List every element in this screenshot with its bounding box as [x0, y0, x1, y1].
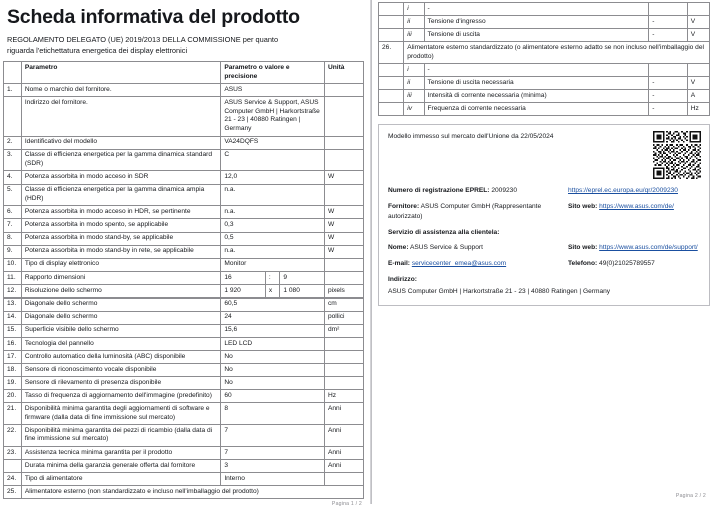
table-header-row: [4, 62, 364, 84]
row-number: 12.: [4, 285, 22, 298]
row-value: n.a.: [221, 206, 325, 219]
row-parameter: Rapporto dimensioni: [21, 272, 221, 285]
row-number: 18.: [4, 364, 22, 377]
row-unit: W: [324, 232, 363, 245]
row-value: n.a.: [221, 245, 325, 258]
row-number: 23.: [4, 446, 22, 459]
row-parameter: Potenza assorbita in modo acceso in HDR, se pertinente: [21, 206, 221, 219]
row-value: 60: [221, 390, 325, 403]
row-number: 4.: [4, 171, 22, 184]
row-parameter: -: [424, 64, 649, 77]
document-page-2: [372, 0, 720, 504]
row-parameter: Potenza assorbita in modo stand-by in rete, se applicabile: [21, 245, 221, 258]
row-value-2: 9: [280, 272, 325, 285]
row-unit: dm²: [324, 324, 363, 337]
service-website-label: Sito web:: [568, 243, 598, 251]
service-website-link[interactable]: https://www.asus.com/de/support/: [599, 243, 698, 251]
row-parameter: Classe di efficienza energetica per la gamma dinamica ampia (HDR): [21, 184, 221, 206]
phone-value: 49(0)21025789557: [599, 259, 655, 267]
row-number: 21.: [4, 403, 22, 425]
row-value: Interno: [221, 473, 325, 486]
row-number: 13.: [4, 298, 22, 311]
table-row: [379, 29, 710, 42]
table-row: [4, 258, 364, 271]
row-unit: [324, 258, 363, 271]
table-row: [4, 460, 364, 473]
name-value: ASUS Service & Support: [409, 243, 483, 251]
row-unit: V: [687, 16, 709, 29]
row-unit: [324, 97, 363, 136]
table-row: [4, 351, 364, 364]
table-body-psu-internal: [379, 3, 710, 42]
row-parameter: Tensione d'ingresso: [424, 16, 649, 29]
table-row: [4, 149, 364, 171]
row-value: No: [221, 364, 325, 377]
row-unit: W: [324, 171, 363, 184]
row-number: 26.: [379, 42, 404, 64]
row-number: [379, 64, 404, 77]
row-unit: [324, 272, 363, 285]
row-unit: [324, 377, 363, 390]
row-number: [379, 90, 404, 103]
row-unit: [324, 351, 363, 364]
table-row: [4, 390, 364, 403]
row-number: [379, 3, 404, 16]
row-unit: W: [324, 206, 363, 219]
row-value-separator: :: [265, 272, 279, 285]
row-number: 19.: [4, 377, 22, 390]
table-row: [4, 136, 364, 149]
row-number: 20.: [4, 390, 22, 403]
row-parameter: -: [424, 3, 649, 16]
product-spec-table-lower: [3, 298, 364, 500]
table-row-span: [379, 42, 710, 64]
row-number: 6.: [4, 206, 22, 219]
row-number: [379, 16, 404, 29]
row-value: ASUS Service & Support, ASUS Computer GmbH | Harkortstraße 21 - 23 | 40880 Ratingen | Germany: [221, 97, 325, 136]
row-parameter: Intensità di corrente necessaria (minima): [424, 90, 649, 103]
row-number: [379, 77, 404, 90]
psu-spec-table: [378, 2, 710, 116]
table-row: [4, 84, 364, 97]
row-unit: [687, 64, 709, 77]
row-value: 0,3: [221, 219, 325, 232]
row-value: ASUS: [221, 84, 325, 97]
table-row: [4, 298, 364, 311]
supplier-value: ASUS Computer GmbH (Rappresentante autorizzato): [388, 203, 542, 221]
qr-code-icon: [653, 131, 701, 179]
row-value: 8: [221, 403, 325, 425]
table-body-span26: [379, 42, 710, 64]
table-row: [379, 77, 710, 90]
header-parameter: Parametro: [21, 62, 221, 84]
row-parameter: Tipo di alimentatore: [21, 473, 221, 486]
row-roman-numeral: iii: [404, 29, 424, 42]
row-value: [649, 64, 687, 77]
header-number: [4, 62, 22, 84]
table-row: [4, 219, 364, 232]
row-value-2: 1 080: [280, 285, 325, 298]
row-number: 16.: [4, 337, 22, 350]
supplier-website-label: Sito web:: [568, 203, 598, 211]
row-value-1: 1 920: [221, 285, 266, 298]
email-link[interactable]: servicecenter_emea@asus.com: [411, 259, 507, 267]
table-header: [4, 62, 364, 84]
table-row: [4, 311, 364, 324]
table-row: [4, 245, 364, 258]
row-span-text: Alimentatore esterno standardizzato (o alimentatore esterno adatto se non incluso nell'imballaggio del prodotto): [404, 42, 710, 64]
row-parameter: Diagonale dello schermo: [21, 311, 221, 324]
row-unit: cm: [324, 298, 363, 311]
table-row: [4, 473, 364, 486]
row-number: 22.: [4, 425, 22, 447]
row-unit: A: [687, 90, 709, 103]
row-parameter: Tensione di uscita necessaria: [424, 77, 649, 90]
row-value: n.a.: [221, 184, 325, 206]
regulation-subtitle: REGOLAMENTO DELEGATO (UE) 2019/2013 DELLA COMMISSIONE per quanto riguarda l'etichettatura energetica dei display elettronici: [7, 35, 279, 55]
supplier-website-link[interactable]: https://www.asus.com/de/: [599, 203, 674, 211]
row-value-separator: x: [265, 285, 279, 298]
row-unit: Anni: [324, 446, 363, 459]
row-value: LED LCD: [221, 337, 325, 350]
row-number: 17.: [4, 351, 22, 364]
row-number: [379, 103, 404, 116]
row-number: [379, 29, 404, 42]
row-value: No: [221, 351, 325, 364]
row-number: 1.: [4, 84, 22, 97]
row-parameter: Potenza assorbita in modo acceso in SDR: [21, 171, 221, 184]
row-value-1: 16: [221, 272, 266, 285]
row-value: C: [221, 149, 325, 171]
row-parameter: Controllo automatico della luminosità (ABC) disponibile: [21, 351, 221, 364]
row-value: 7: [221, 425, 325, 447]
table-row: [379, 3, 710, 16]
row-unit: Anni: [324, 403, 363, 425]
row-value: 12,0: [221, 171, 325, 184]
row-unit: pollici: [324, 311, 363, 324]
row-unit: Hz: [687, 103, 709, 116]
table-body-span25: [4, 486, 364, 499]
phone-label: Telefono:: [568, 259, 598, 267]
row-parameter: Disponibilità minima garantita dei pezzi di ricambio (dalla data di fine immissione sul mercato): [21, 425, 221, 447]
row-number: 25.: [4, 486, 22, 499]
row-parameter: Identificativo del modello: [21, 136, 221, 149]
table-row: [4, 377, 364, 390]
row-value: 24: [221, 311, 325, 324]
row-parameter: Nome o marchio del fornitore.: [21, 84, 221, 97]
row-unit: V: [687, 29, 709, 42]
row-parameter: Potenza assorbita in modo stand-by, se applicabile: [21, 232, 221, 245]
row-unit: [324, 84, 363, 97]
table-row: [4, 446, 364, 459]
product-info-card: [378, 124, 710, 306]
page-title: Scheda informativa del prodotto: [7, 6, 300, 28]
header-unit: Unità: [324, 62, 363, 84]
row-parameter: Assistenza tecnica minima garantita per il prodotto: [21, 446, 221, 459]
row-parameter: Sensore di riconoscimento vocale disponibile: [21, 364, 221, 377]
row-unit: Anni: [324, 460, 363, 473]
supplier-row: [388, 202, 701, 222]
table-row: [379, 16, 710, 29]
eprel-label: Numero di registrazione EPREL:: [388, 187, 490, 195]
table-row: [4, 206, 364, 219]
row-unit: Hz: [324, 390, 363, 403]
row-value: 60,5: [221, 298, 325, 311]
row-roman-numeral: i: [404, 64, 424, 77]
row-roman-numeral: ii: [404, 77, 424, 90]
table-row: [4, 285, 364, 298]
row-value: VA24DQFS: [221, 136, 325, 149]
row-roman-numeral: iii: [404, 90, 424, 103]
market-entry-line: Modello immesso sul mercato dell'Unione da 22/05/2024: [388, 133, 554, 141]
row-unit: [324, 149, 363, 171]
row-unit: [324, 364, 363, 377]
row-parameter: Superficie visibile dello schermo: [21, 324, 221, 337]
table-row: [379, 103, 710, 116]
eprel-value: 2009230: [491, 187, 518, 195]
row-number: [4, 97, 22, 136]
address-label: Indirizzo:: [388, 275, 417, 283]
table-row: [4, 337, 364, 350]
table-row: [4, 171, 364, 184]
table-row: [4, 272, 364, 285]
table-row: [4, 97, 364, 136]
service-name-row: [388, 243, 701, 253]
row-span-text: Alimentatore esterno (non standardizzato e incluso nell'imballaggio del prodotto): [21, 486, 363, 499]
row-number: 15.: [4, 324, 22, 337]
row-unit: [324, 337, 363, 350]
row-value: No: [221, 377, 325, 390]
row-number: 3.: [4, 149, 22, 171]
row-parameter: Diagonale dello schermo: [21, 298, 221, 311]
table-body-upper: [4, 84, 364, 272]
row-parameter: Risoluzione dello schermo: [21, 285, 221, 298]
eprel-link[interactable]: https://eprel.ec.europa.eu/qr/2009230: [568, 187, 678, 195]
table-row: [4, 184, 364, 206]
row-unit: [324, 136, 363, 149]
page-footer-right: Pagina 2 / 2: [675, 493, 706, 499]
row-roman-numeral: iv: [404, 103, 424, 116]
row-parameter: Disponibilità minima garantita degli aggiornamenti di software e firmware (dalla data di fine immissione sul mercato): [21, 403, 221, 425]
contact-row: [388, 259, 701, 269]
supplier-label: Fornitore:: [388, 203, 420, 211]
eprel-registration-row: [388, 186, 701, 196]
row-parameter: Indirizzo del fornitore.: [21, 97, 221, 136]
row-value: -: [649, 77, 687, 90]
row-number: 5.: [4, 184, 22, 206]
row-unit: V: [687, 77, 709, 90]
row-value: -: [649, 29, 687, 42]
row-unit: W: [324, 245, 363, 258]
row-number: 11.: [4, 272, 22, 285]
row-parameter: Classe di efficienza energetica per la gamma dinamica standard (SDR): [21, 149, 221, 171]
row-value: 0,5: [221, 232, 325, 245]
row-number: 10.: [4, 258, 22, 271]
row-unit: [324, 184, 363, 206]
table-row: [4, 403, 364, 425]
row-number: 7.: [4, 219, 22, 232]
row-parameter: Tecnologia del pannello: [21, 337, 221, 350]
product-spec-table-aspect: [3, 271, 364, 298]
row-value: 15,6: [221, 324, 325, 337]
row-number: 14.: [4, 311, 22, 324]
row-value: [649, 3, 687, 16]
table-row: [4, 324, 364, 337]
row-value: -: [649, 103, 687, 116]
table-row: [4, 425, 364, 447]
row-value: 3: [221, 460, 325, 473]
table-body-lower: [4, 298, 364, 486]
row-parameter: Sensore di rilevamento di presenza disponibile: [21, 377, 221, 390]
table-body-aspect: [4, 272, 364, 298]
email-label: E-mail:: [388, 259, 410, 267]
table-row: [379, 64, 710, 77]
product-spec-table: [3, 61, 364, 271]
row-value: 7: [221, 446, 325, 459]
row-parameter: Frequenza di corrente necessaria: [424, 103, 649, 116]
address-value: ASUS Computer GmbH | Harkortstraße 21 - 23 | 40880 Ratingen | Germany: [388, 287, 611, 295]
row-unit: W: [324, 219, 363, 232]
row-unit: [324, 473, 363, 486]
row-value: -: [649, 90, 687, 103]
row-value: Monitor: [221, 258, 325, 271]
row-number: 24.: [4, 473, 22, 486]
row-unit: pixels: [324, 285, 363, 298]
table-row-span: [4, 486, 364, 499]
row-parameter: Tasso di frequenza di aggiornamento dell'immagine (predefinito): [21, 390, 221, 403]
row-number: [4, 460, 22, 473]
row-value: -: [649, 16, 687, 29]
table-row: [379, 90, 710, 103]
row-parameter: Potenza assorbita in modo spento, se applicabile: [21, 219, 221, 232]
table-row: [4, 232, 364, 245]
name-label: Nome:: [388, 243, 409, 251]
row-number: 8.: [4, 232, 22, 245]
row-parameter: Tipo di display elettronico: [21, 258, 221, 271]
row-number: 2.: [4, 136, 22, 149]
row-unit: [687, 3, 709, 16]
table-row: [4, 364, 364, 377]
row-roman-numeral: ii: [404, 16, 424, 29]
customer-service-heading: Servizio di assistenza alla clientela:: [388, 229, 500, 237]
page-footer-left: Pagina 1 / 2: [331, 501, 362, 507]
table-body-psu-external: [379, 64, 710, 116]
row-unit: Anni: [324, 425, 363, 447]
row-number: 9.: [4, 245, 22, 258]
row-parameter: Durata minima della garanzia generale offerta dal fornitore: [21, 460, 221, 473]
row-parameter: Tensione di uscita: [424, 29, 649, 42]
header-value: Parametro o valore e precisione: [221, 62, 325, 84]
row-roman-numeral: i: [404, 3, 424, 16]
